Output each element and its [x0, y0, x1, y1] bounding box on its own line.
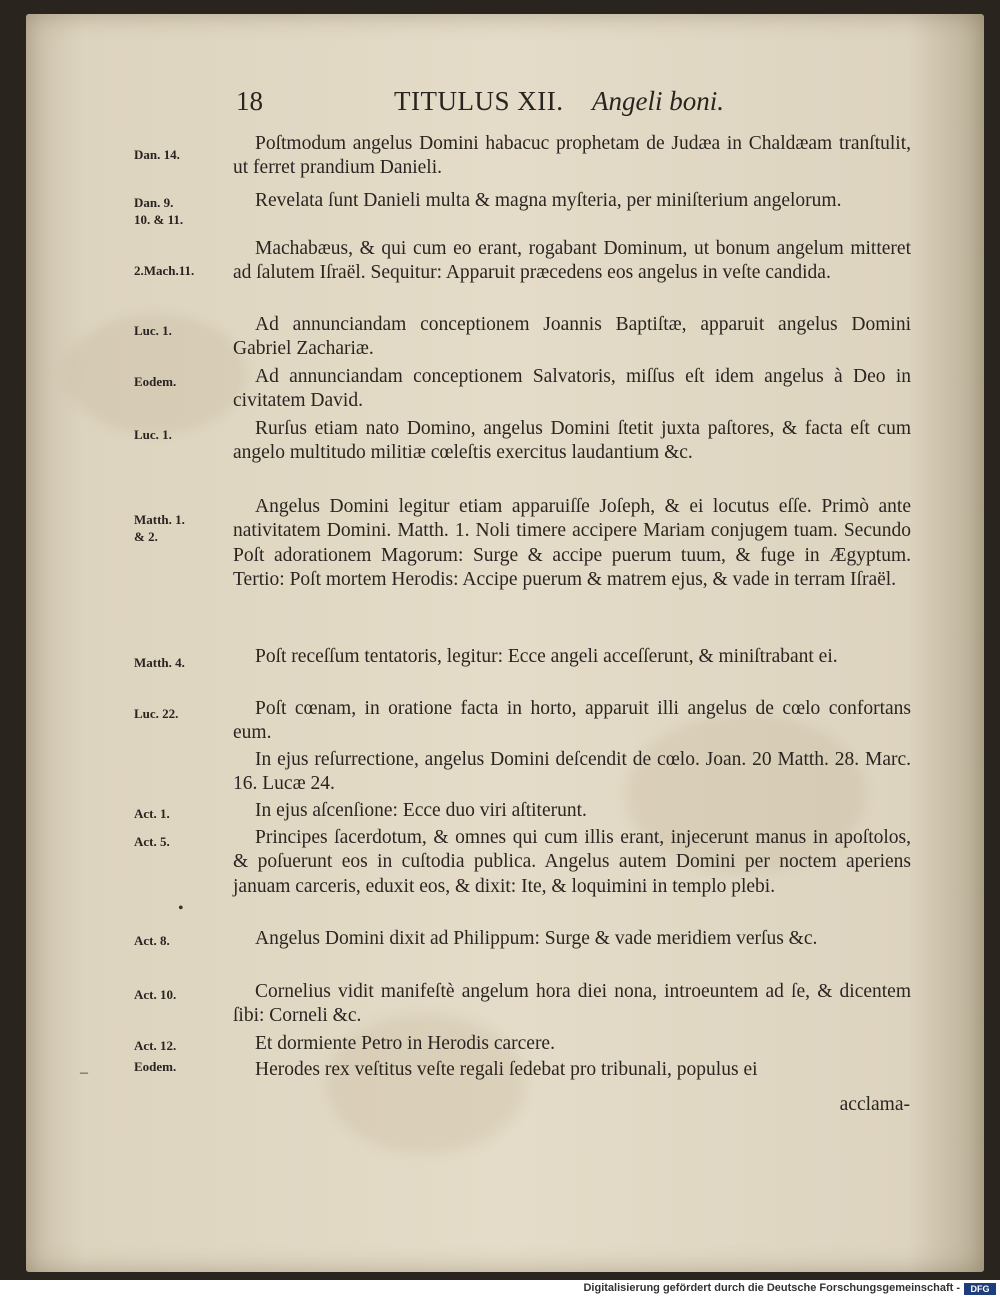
entry-text: Ad annunciandam conceptionem Joannis Baptiſtæ, apparuit angelus Domini Gabriel Zachariæ.: [233, 314, 911, 360]
entry-text: Poſt receſſum tentatoris, legitur: Ecce angeli acceſſerunt, & miniſtrabant ei.: [255, 646, 838, 667]
marginal-reference: Luc. 1.: [134, 427, 172, 442]
digitization-footer: [0, 1280, 1000, 1298]
header-subtitle: Angeli boni.: [592, 86, 724, 116]
marginal-reference: Eodem.: [134, 1059, 177, 1074]
entry-text: Angelus Domini legitur etiam apparuiſſe Joſeph, & ei locutus eſſe. Primò ante nativitatem Domini. Matth. 1. Noli timere accipere Mariam conjugem tuam. Secundo Poſt adorationem Magorum: Surge & accipe puerum tuum, & fuge in Ægyptum. Tertio: Poſt mortem Herodis: Accipe puerum & matrem ejus, & vade in terram Iſraël.: [233, 496, 911, 590]
entry-text: Rurſus etiam nato Domino, angelus Domini ſtetit juxta paſtores, & facta eſt cum angelo multitudo militiæ cœleſtis exercitus laudantium &c.: [233, 418, 911, 464]
marginal-reference: Dan. 14.: [134, 147, 180, 162]
marginal-reference: Matth. 1. & 2.: [134, 512, 185, 544]
marginal-reference: 2.Mach.11.: [134, 263, 195, 278]
entry-text: Et dormiente Petro in Herodis carcere.: [255, 1033, 555, 1054]
margin-dash-mark: –: [80, 1064, 88, 1081]
entry-text: Principes ſacerdotum, & omnes qui cum illis erant, injecerunt manus in apoſtolos, & poſuerunt eos in cuſtodia publica. Angelus autem Domini per noctem aperiens januam carceris, eduxit eos, & dixit: Ite, & loquimini in templo plebi.: [233, 827, 911, 897]
entry-text: In ejus reſurrectione, angelus Domini deſcendit de cœlo. Joan. 20 Matth. 28. Marc. 16. Lucæ 24.: [233, 749, 911, 795]
entry-text: Revelata ſunt Danieli multa & magna myſteria, per miniſterium angelorum.: [255, 190, 842, 211]
marginal-reference: Act. 10.: [134, 987, 177, 1002]
entry-text: Cornelius vidit manifeſtè angelum hora diei nona, introeuntem ad ſe, & dicentem ſibi: Corneli &c.: [233, 981, 911, 1027]
marginal-reference: Act. 12.: [134, 1038, 177, 1053]
running-header: [236, 86, 756, 124]
entry-text: Ad annunciandam conceptionem Salvatoris, miſſus eſt idem angelus à Deo in civitatem David.: [233, 366, 911, 412]
entry-text: In ejus aſcenſione: Ecce duo viri aſtiterunt.: [255, 800, 587, 821]
entry-text: Poſt cœnam, in oratione facta in horto, apparuit illi angelus de cœlo confortans eum.: [233, 698, 911, 744]
entry-text: Angelus Domini dixit ad Philippum: Surge & vade meridiem verſus &c.: [255, 928, 818, 949]
footer-credit: Digitalisierung gefördert durch die Deutsche Forschungsgemeinschaft -: [583, 1282, 960, 1294]
marginal-reference: Act. 1.: [134, 806, 170, 821]
catchword: acclama-: [839, 1094, 910, 1115]
margin-dot-mark: •: [178, 900, 184, 917]
marginal-reference: Matth. 4.: [134, 655, 185, 670]
marginal-reference: Luc. 22.: [134, 706, 179, 721]
dfg-logo: DFG: [964, 1283, 996, 1295]
page-number: 18: [236, 86, 263, 116]
header-title: TITULUS XII.: [394, 86, 564, 116]
marginal-reference: Act. 8.: [134, 933, 170, 948]
entry-text: Poſtmodum angelus Domini habacuc prophetam de Judæa in Chaldæam tranſtulit, ut ferret prandium Danieli.: [233, 133, 911, 179]
marginal-reference: Luc. 1.: [134, 323, 172, 338]
marginal-reference: Eodem.: [134, 374, 177, 389]
marginal-reference: Act. 5.: [134, 834, 170, 849]
entry-text: Herodes rex veſtitus veſte regali ſedebat pro tribunali, populus ei: [255, 1059, 758, 1080]
marginal-reference: Dan. 9. 10. & 11.: [134, 195, 184, 227]
entry-text: Machabæus, & qui cum eo erant, rogabant Dominum, ut bonum angelum mitteret ad ſalutem Iſraël. Sequitur: Apparuit præcedens eos angelus in veſte candida.: [233, 238, 911, 284]
